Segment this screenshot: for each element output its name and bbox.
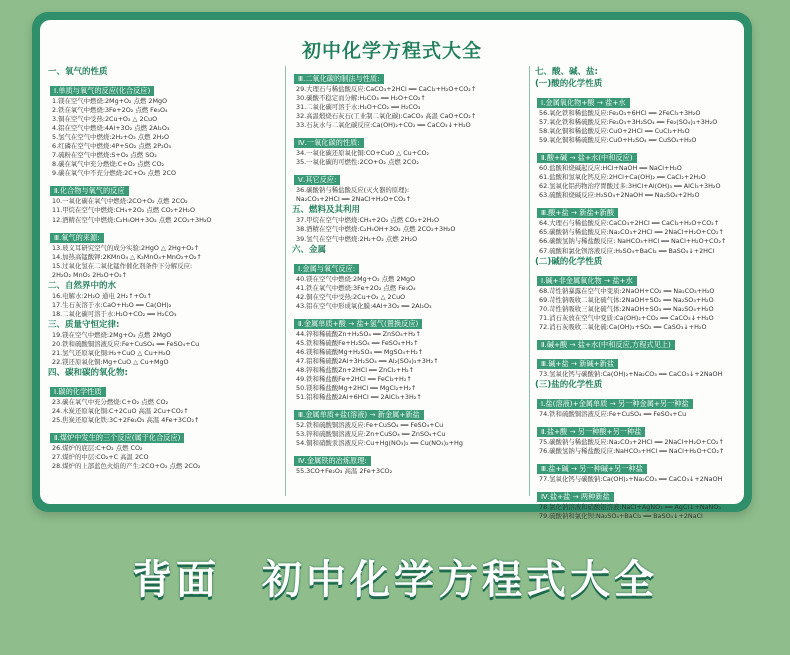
subsection-label: Ⅰ.碱+非金属氧化物 → 盐+水 [537,276,637,286]
equation-line: 42.铜在空气中受热:2Cu+O₂ △ 2CuO [296,292,406,301]
subsection-label: Ⅲ.氧气的来源: [50,233,104,243]
equation-line: 32.高温煅烧石灰石(工业制二氧化碳):CaCO₃ 高温 CaO+CO₂↑ [296,112,477,121]
section-heading: 三、质量守恒定律: [48,319,120,330]
equation-line: 6.红磷在空气中燃烧:4P+5O₂ 点燃 2P₂O₅ [52,142,172,151]
equation-line: 54.铜和硝酸汞溶液反应:Cu+Hg(NO₃)₂ ══ Cu(NO₃)₂+Hg [296,439,463,448]
subsection-label: Ⅰ.金属氧化物+酸 → 盐+水 [537,98,630,108]
subsection-label: Ⅰ.盐(溶液)+金属单质 → 另一种金属+另一种盐 [537,399,693,409]
subsection-label: Ⅲ.金属单质+盐(溶液) → 新金属+新盐 [294,410,424,420]
equation-line: 58.氧化铜和稀盐酸反应:CuO+2HCl ══ CuCl₂+H₂O [539,127,690,136]
section-heading: 四、碳和碳的氧化物: [48,368,128,379]
equation-line: 18.二氧化碳可溶于水:H₂O+CO₂ ══ H₂CO₃ [52,309,177,318]
section-heading: 七、酸、碱、盐: [535,67,598,77]
equation-line: 26.煤炉的底层:C+O₂ 点燃 CO₂ [52,444,143,453]
subsection-label: Ⅲ.碱+盐 → 新碱+新盐 [537,359,618,369]
column-divider [529,66,530,496]
card-title: 初中化学方程式大全 [301,40,482,62]
equation-line: 9.碳在氧气中不充分燃烧:2C+O₂ 点燃 2CO [52,169,177,178]
equation-line: 69.苛性钠吸收二氧化硫气体:2NaOH+SO₂ ══ Na₂SO₃+H₂O [539,295,714,304]
section-heading: (三)盐的化学性质 [535,379,603,390]
equation-line: 53.锌和硫酸铜溶液反应:Zn+CuSO₄ ══ ZnSO₄+Cu [296,430,446,439]
section-heading: 五、燃料及其利用 [292,205,361,216]
formula-card [32,12,752,521]
column-right [535,66,743,521]
equation-line: 16.电解水:2H₂O 通电 2H₂↑+O₂↑ [52,291,152,300]
formula-sheet [40,20,744,521]
equation-line: 20.铁和硫酸铜溶液反应:Fe+CuSO₄ ══ FeSO₄+Cu [52,339,200,348]
equation-line: 40.镁在空气中燃烧:2Mg+O₂ 点燃 2MgO [296,274,416,283]
equation-line: 78.氯化钠溶液和硝酸银溶液:NaCl+AgNO₃ ══ AgCl↓+NaNO₃ [539,503,721,512]
subsection-label: Ⅰ.碳的化学性质 [50,387,106,397]
equation-line: 60.盐酸和烧碱起反应:HCl+NaOH ══ NaCl+H₂O [539,164,682,173]
equation-line: 70.苛性钠吸收三氧化硫气体:2NaOH+SO₃ ══ Na₂SO₄+H₂O [539,304,714,313]
equation-line: 68.苛性钠暴露在空气中变质:2NaOH+CO₂ ══ Na₂CO₃+H₂O [539,286,715,295]
subsection-label: Ⅳ.一氧化碳的性质: [294,138,364,148]
equation-line: 56.氧化铁和稀盐酸反应:Fe₂O₃+6HCl ══ 2FeCl₃+3H₂O [539,109,701,117]
equation-line: 5.氢气在空气中燃烧:2H₂+O₂ 点燃 2H₂O [52,133,170,142]
equation-line: 79.硫酸钠和氯化钡:Na₂SO₄+BaCl₂ ══ BaSO₄↓+2NaCl [539,512,703,521]
equation-line: 41.铁在氧气中燃烧:3Fe+2O₂ 点燃 Fe₃O₄ [296,283,416,292]
equation-line: 77.氢氧化钙与碳酸钠:Ca(OH)₂+Na₂CO₃ ══ CaCO₃↓+2NaOH [539,474,723,483]
subsection-label: Ⅱ.煤炉中发生的三个反应(属于化合反应) [50,433,184,443]
column-divider [285,66,286,496]
subsection-label: Ⅴ.其它反应: [294,175,340,185]
subsection-label: Ⅰ.金属与氧气反应: [294,264,359,274]
equation-line: 13.玻义耳研究空气的成分实验:2HgO △ 2Hg+O₂↑ [52,243,200,252]
equation-line: 59.氧化铜和稀硫酸反应:CuO+H₂SO₄ ══ CuSO₄+H₂O [539,136,697,145]
equation-line: 62.氢氧化铝药物治疗胃酸过多:3HCl+Al(OH)₃ ══ AlCl₃+3H₂O [539,182,721,191]
bottom-banner [0,548,790,605]
subsection-label: Ⅱ.盐+酸 → 另一种酸+另一种盐 [537,427,645,437]
equation-line: 45.铁和稀硫酸Fe+H₂SO₄ ══ FeSO₄+H₂↑ [296,338,419,347]
equation-line: 73.氢氧化钙与碳酸钠:Ca(OH)₂+Na₂CO₃ ══ CaCO₃↓+2NaOH [539,369,723,378]
subsection-label: Ⅳ.盐+盐 → 两种新盐 [537,492,614,502]
section-heading: 六、金属 [292,244,327,255]
equation-line: 36.碳酸钠与稀盐酸反应(灭火器的原理): [296,186,410,195]
equation-line: 30.碳酸不稳定而分解:H₂CO₃ ══ H₂O+CO₂↑ [296,94,426,103]
equation-line: 27.煤炉的中层:CO₂+C 高温 2CO [52,453,149,462]
equation-line: 71.消石灰放在空气中变质:Ca(OH)₂+CO₂ ══ CaCO₃↓+H₂O [539,313,714,322]
equation-line: 57.氧化铁和稀硫酸反应:Fe₂O₃+3H₂SO₄ ══ Fe₂(SO₄)₃+3H₂O [539,118,718,127]
equation-line: 38.酒精在空气中燃烧:C₂H₅OH+3O₂ 点燃 2CO₂+3H₂O [296,225,456,234]
equation-line: 74.铁和硫酸铜溶液反应:Fe+CuSO₄ ══ FeSO₄+Cu [539,409,687,418]
equation-line: 14.加热高锰酸钾:2KMnO₄ △ K₂MnO₄+MnO₂+O₂↑ [52,252,202,261]
equation-line: 31.二氧化碳可溶于水:H₂O+CO₂ ══ H₂CO₃ [296,103,421,112]
banner-title: 初中化学方程式大全 [261,557,658,603]
equation-line: 33.石灰水与二氧化碳反应:Ca(OH)₂+CO₂ ══ CaCO₃↓+H₂O [296,121,471,130]
banner-side-label: 背面 [132,557,221,603]
equation-line: 76.碳酸氢钠与稀盐酸反应:NaHCO₃+HCl ══ NaCl+H₂O+CO₂↑ [539,446,725,455]
subsection-label: Ⅰ.单质与氧气的反应(化合反应) [50,86,154,96]
equation-line: 47.铝和稀硫酸2Al+3H₂SO₄ ══ Al₂(SO₄)₃+3H₂↑ [296,356,439,365]
equation-line: 2H₂O₂ MnO₂ 2H₂O+O₂↑ [52,270,128,279]
section-heading: 二、自然界中的水 [48,280,117,291]
equation-line: 2.铁在氧气中燃烧:3Fe+2O₂ 点燃 Fe₃O₄ [52,106,168,115]
subsection-label: Ⅳ.金属铁的冶炼原理: [294,456,371,466]
equation-line: 12.酒精在空气中燃烧:C₂H₅OH+3O₂ 点燃 2CO₂+3H₂O [52,215,212,224]
equation-line: 66.碳酸氢钠与稀盐酸反应: NaHCO₃+HCl ══ NaCl+H₂O+CO₂↑ [539,237,727,246]
section-heading: (二)碱的化学性质 [535,256,603,267]
equation-line: 22.镁还原氧化铜:Mg+CuO △ Cu+MgO [52,358,169,367]
equation-line: 4.铝在空气中燃烧:4Al+3O₂ 点燃 2Al₂O₃ [52,124,170,133]
equation-line: 10.一氧化碳在氧气中燃烧:2CO+O₂ 点燃 2CO₂ [52,197,188,206]
equation-line: Na₂CO₃+2HCl ══ 2NaCl+H₂O+CO₂↑ [296,195,412,204]
equation-line: 21.氢气还原氧化铜:H₂+CuO △ Cu+H₂O [52,348,171,357]
equation-line: 8.碳在氧气中充分燃烧:C+O₂ 点燃 CO₂ [52,160,165,169]
equation-line: 63.硫酸和烧碱反应:H₂SO₄+2NaOH ══ Na₂SO₄+2H₂O [539,191,700,200]
section-heading: (一)酸的化学性质 [535,79,603,89]
equation-line: 61.盐酸和氢氧化钙反应:2HCl+Ca(OH)₂ ══ CaCl₂+2H₂O [539,173,706,182]
equation-line: 48.锌和稀盐酸Zn+2HCl ══ ZnCl₂+H₂↑ [296,365,415,374]
subsection-label: Ⅱ.酸+碱 → 盐+水(中和反应) [537,153,637,163]
equation-line: 29.大理石与稀盐酸反应:CaCO₃+2HCl ══ CaCl₂+H₂O+CO₂↑ [296,85,477,93]
equation-line: 23.碳在氧气中充分燃烧:C+O₂ 点燃 CO₂ [52,398,169,407]
equation-line: 75.碳酸钠与稀盐酸反应:Na₂CO₃+2HCl ══ 2NaCl+H₂O+CO₂↑ [539,437,724,446]
equation-line: 51.铝和稀盐酸2Al+6HCl ══ 2AlCl₃+3H₂↑ [296,393,422,402]
equation-line: 43.铝在空气中形成氧化膜:4Al+3O₂ ══ 2Al₂O₃ [296,301,432,310]
subsection-label: Ⅱ.碱+酸 → 盐+水(中和反应,方程式见上) [537,340,675,350]
equation-line: 34.一氧化碳还原氧化铜:CO+CuO △ Cu+CO₂ [296,149,430,158]
equation-line: 37.甲烷在空气中燃烧:CH₄+2O₂ 点燃 CO₂+2H₂O [296,216,439,225]
equation-line: 52.铁和硫酸铜溶液反应:Fe+CuSO₄ ══ FeSO₄+Cu [296,421,444,430]
equation-line: 50.镁和稀盐酸Mg+2HCl ══ MgCl₂+H₂↑ [296,384,417,393]
equation-line: 15.过氧化氢在二氧化锰作催化剂条件下分解反应: [52,261,193,270]
equation-line: 1.镁在空气中燃烧:2Mg+O₂ 点燃 2MgO [52,97,168,105]
equation-line: 46.镁和稀硫酸Mg+H₂SO₄ ══ MgSO₄+H₂↑ [296,347,424,356]
equation-line: 39.氢气在空气中燃烧:2H₂+O₂ 点燃 2H₂O [296,234,418,243]
equation-line: 7.硫粉在空气中燃烧:S+O₂ 点燃 SO₂ [52,151,157,160]
column-middle [292,66,524,498]
equation-line: 49.铁和稀盐酸Fe+2HCl ══ FeCl₂+H₂↑ [296,374,412,383]
equation-line: 24.木炭还原氧化铜:C+2CuO 高温 2Cu+CO₂↑ [52,407,189,416]
subsection-label: Ⅲ.酸+盐 → 新盐+新酸 [537,208,618,218]
equation-line: 64.大理石与稀盐酸反应:CaCO₃+2HCl ══ CaCl₂+H₂O+CO₂↑ [539,219,720,228]
equation-line: 65.碳酸钠与稀盐酸反应:Na₂CO₃+2HCl ══ 2NaCl+H₂O+CO₂↑ [539,228,724,237]
subsection-label: Ⅲ.二氧化碳的制法与性质: [294,74,384,84]
subsection-label: Ⅱ.化合物与氧气的反应 [50,186,129,196]
equation-line: 17.生石灰溶于水:CaO+H₂O ══ Ca(OH)₂ [52,300,172,309]
equation-line: 72.消石灰吸收二氧化硫:Ca(OH)₂+SO₂ ══ CaSO₃↓+H₂O [539,322,707,331]
section-heading: 一、氧气的性质 [48,67,108,77]
subsection-label: Ⅲ.盐+碱 → 另一种碱+另一种盐 [537,464,647,474]
equation-line: 28.煤炉的上部蓝色火焰的产生:2CO+O₂ 点燃 2CO₂ [52,462,201,471]
subsection-label: Ⅱ.金属单质+酸 → 盐+氢气(置换反应) [294,319,422,329]
equation-line: 19.镁在空气中燃烧:2Mg+O₂ 点燃 2MgO [52,330,172,339]
column-left [48,66,280,498]
equation-line: 11.甲烷在空气中燃烧:CH₄+2O₂ 点燃 CO₂+2H₂O [52,206,195,215]
equation-line: 55.3CO+Fe₂O₃ 高温 2Fe+3CO₂ [296,467,393,476]
equation-line: 67.硫酸和氯化钡溶液反应:H₂SO₄+BaCl₂ ══ BaSO₄↓+2HCl [539,246,715,255]
equation-line: 35.一氧化碳的可燃性:2CO+O₂ 点燃 2CO₂ [296,158,419,167]
equation-line: 25.焦炭还原氧化铁:3C+2Fe₂O₃ 高温 4Fe+3CO₂↑ [52,416,200,425]
equation-line: 44.锌和稀硫酸Zn+H₂SO₄ ══ ZnSO₄+H₂↑ [296,329,421,338]
equation-line: 3.铜在空气中受热:2Cu+O₂ △ 2CuO [52,115,158,124]
